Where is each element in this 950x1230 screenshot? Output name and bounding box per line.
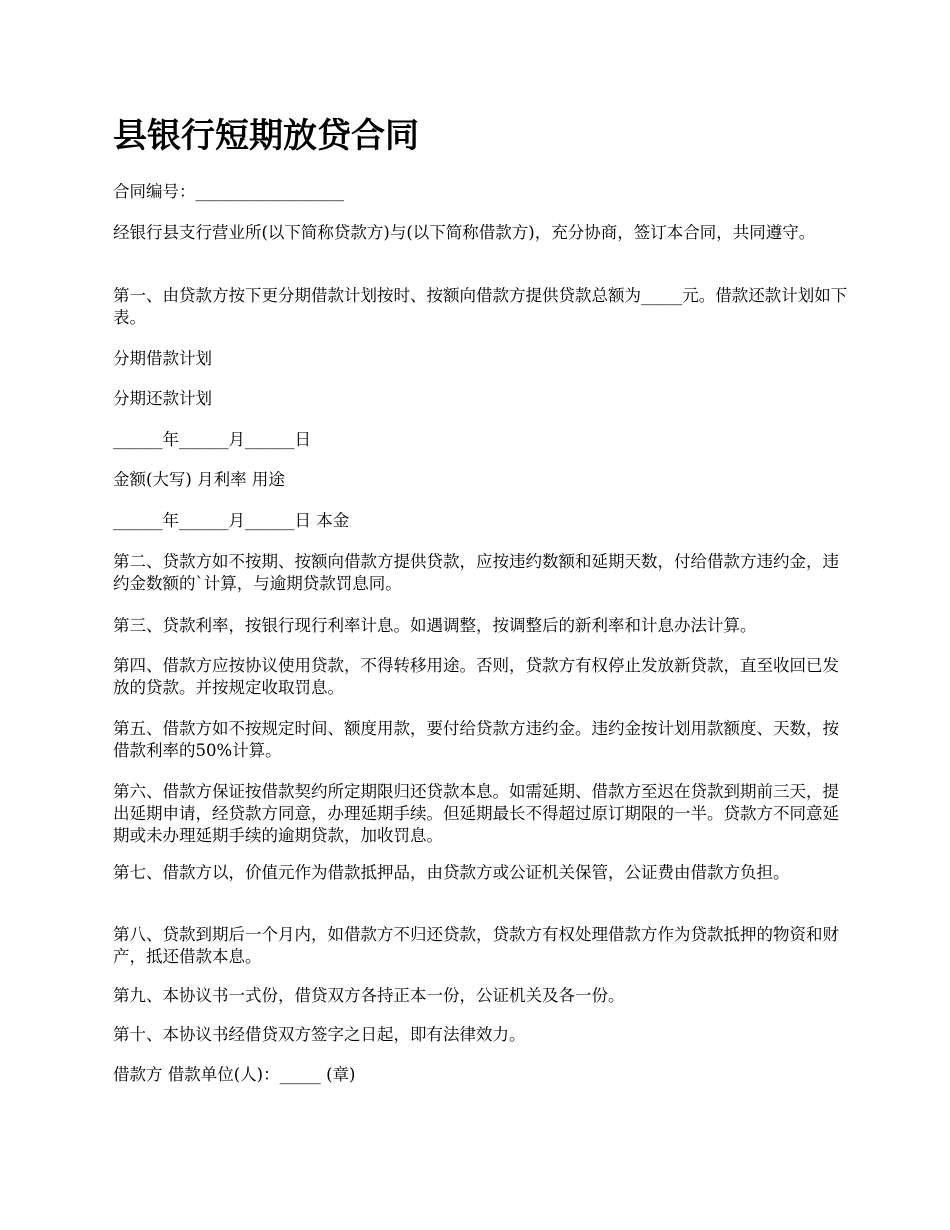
paragraph-article-3: 第三、贷款利率，按银行现行利率计息。如遇调整，按调整后的新利率和计息办法计算。 — [113, 616, 757, 635]
paragraph-article-9: 第九、本协议书一式份，借贷双方各持正本一份，公证机关及各一份。 — [113, 986, 625, 1005]
paragraph-date-line-2: ______年______月______日 本金 — [113, 511, 350, 530]
paragraph-article-5: 第五、借款方如不按规定时间、额度用款，要付给贷款方违约金。违约金按计划用款额度、天数，按借款利率的50%计算。 — [113, 719, 839, 760]
paragraph-signature: 借款方 借款单位(人)：_____ (章) — [113, 1065, 356, 1084]
paragraph-article-10: 第十、本协议书经借贷双方签字之日起，即有法律效力。 — [113, 1025, 526, 1044]
paragraph-repay-plan: 分期还款计划 — [113, 389, 212, 408]
document-title: 县银行短期放贷合同 — [113, 116, 419, 156]
paragraph-article-7: 第七、借款方以，价值元作为借款抵押品，由贷款方或公证机关保管，公证费由借款方负担。 — [113, 863, 790, 882]
paragraph-intro: 经银行县支行营业所(以下简称贷款方)与(以下简称借款方)，充分协商，签订本合同，共同遵守。 — [113, 223, 816, 242]
paragraph-article-4: 第四、借款方应按协议使用贷款，不得转移用途。否则，贷款方有权停止发放新贷款，直至收回已发放的贷款。并按规定收取罚息。 — [113, 656, 839, 697]
paragraph-loan-plan: 分期借款计划 — [113, 349, 212, 368]
paragraph-article-8: 第八、贷款到期后一个月内，如借款方不归还贷款，贷款方有权处理借款方作为贷款抵押的物资和财产，抵还借款本息。 — [113, 925, 839, 966]
paragraph-article-2: 第二、贷款方如不按期、按额向借款方提供贷款，应按违约数额和延期天数，付给借款方违约金，违约金数额的`计算，与逾期贷款罚息同。 — [113, 552, 839, 593]
paragraph-date-line-1: ______年______月______日 — [113, 430, 311, 449]
paragraph-article-1: 第一、由贷款方按下更分期借款计划按时、按额向借款方提供贷款总额为_____元。借款还款计划如下表。 — [113, 286, 848, 327]
paragraph-article-6: 第六、借款方保证按借款契约所定期限归还贷款本息。如需延期、借款方至迟在贷款到期前三天，提出延期申请，经贷款方同意，办理延期手续。但延期最长不得超过原订期限的一半。贷款方不同意延期或未办理延期手续的逾期贷款，加收罚息。 — [113, 782, 839, 845]
contract-number: 合同编号：__________________ — [113, 182, 344, 201]
paragraph-amount-header: 金额(大写) 月利率 用途 — [113, 470, 285, 489]
